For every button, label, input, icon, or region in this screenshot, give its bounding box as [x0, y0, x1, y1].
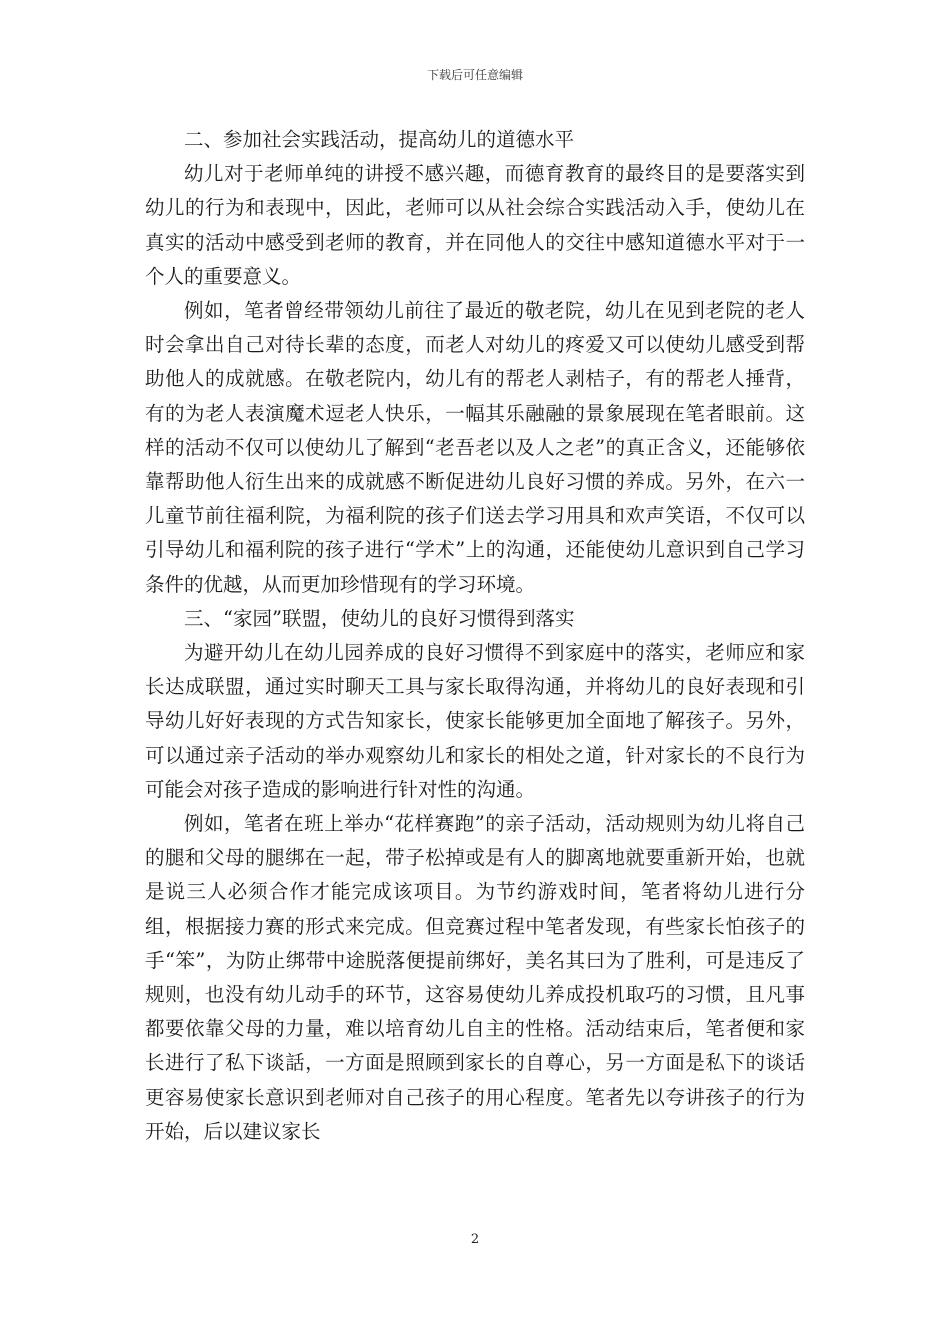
- paragraph: 例如，笔者在班上举办“花样赛跑”的亲子活动，活动规则为幼儿将自己的腿和父母的腿绑在一起，带子松掉或是有人的脚离地就要重新开始，也就是说三人必须合作才能完成该项目。为节约游戏时间，笔者将幼儿进行分组，根据接力赛的形式来完成。但竞赛过程中笔者发现，有些家长怕孩子的手“笨”，为防止绑带中途脱落便提前绑好，美名其曰为了胜利，可是违反了规则，也没有幼儿动手的环节，这容易使幼儿养成投机取巧的习惯，且凡事都要依靠父母的力量，难以培育幼儿自主的性格。活动结束后，笔者便和家长进行了私下谈話，一方面是照顾到家长的自尊心，另一方面是私下的谈话更容易使家长意识到老师对自己孩子的用心程度。笔者先以夸讲孩子的行为开始，后以建议家长: [145, 812, 805, 1143]
- page-header: 下载后可任意编辑: [426, 68, 523, 82]
- section-heading-2: 二、参加社会实践活动，提高幼儿的道德水平: [184, 128, 575, 151]
- paragraph: 幼儿对于老师单纯的讲授不感兴趣，而德育教育的最终目的是要落实到幼儿的行为和表现中，因此，老师可以从社会综合实践活动入手，使幼儿在真实的活动中感受到老师的教育，并在同他人的交往中感知道德水平对于一个人的重要意义。: [145, 162, 805, 288]
- body-text: [145, 123, 805, 1149]
- section-heading-3: 三、“家园”联盟，使幼儿的良好习惯得到落实: [184, 606, 575, 630]
- page-number: 2: [470, 1232, 480, 1247]
- paragraph: 为避开幼儿在幼儿园养成的良好习惯得不到家庭中的落实，老师应和家长达成联盟，通过实时聊天工具与家长取得沟通，并将幼儿的良好表现和引导幼儿好好表现的方式告知家长，使家长能够更加全面地了解孩子。另外，可以通过亲子活动的举办观察幼儿和家长的相处之道，针对家长的不良行为可能会对孩子造成的影响进行针对性的沟通。: [145, 641, 805, 801]
- paragraph: 例如，笔者曾经带领幼儿前往了最近的敬老院，幼儿在见到老院的老人时会拿出自己对待长辈的态度，而老人对幼儿的疼爱又可以使幼儿感受到帮助他人的成就感。在敬老院内，幼儿有的帮老人剥桔子，有的帮老人捶背，有的为老人表演魔术逗老人快乐，一幅其乐融融的景象展现在笔者眼前。这样的活动不仅可以使幼儿了解到“老吾老以及人之老”的真正含义，还能够依靠帮助他人衍生出来的成就感不断促进幼儿良好习惯的养成。另外，在六一儿童节前往福利院，为福利院的孩子们送去学习用具和欢声笑语，不仅可以引导幼儿和福利院的孩子进行“学术”上的沟通，还能使幼儿意识到自己学习条件的优越，从而更加珍惜现有的学习环境。: [145, 299, 805, 596]
